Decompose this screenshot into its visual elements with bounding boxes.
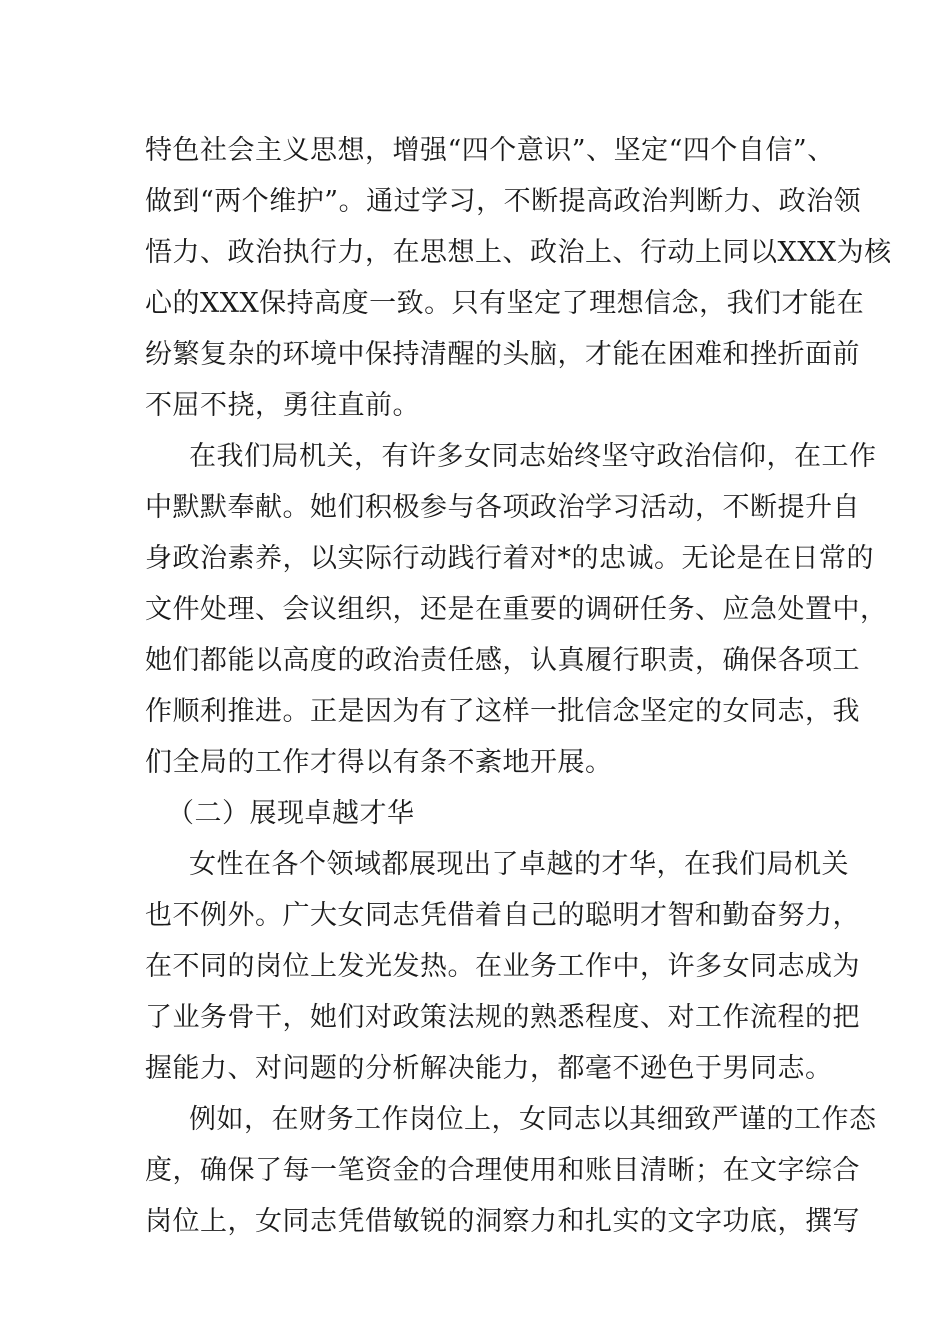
text-line: 岗位上，女同志凭借敏锐的洞察力和扎实的文字功底，撰写 xyxy=(145,1206,860,1237)
text-line: 了业务骨干，她们对政策法规的熟悉程度、对工作流程的把 xyxy=(145,1002,860,1033)
text-line: 们全局的工作才得以有条不紊地开展。 xyxy=(145,747,613,778)
text-line: 在我们局机关，有许多女同志始终坚守政治信仰，在工作 xyxy=(189,441,877,472)
section-heading xyxy=(145,788,810,839)
text-line: 度，确保了每一笔资金的合理使用和账目清晰；在文字综合 xyxy=(145,1155,860,1186)
text-line: 悟力、政治执行力，在思想上、政治上、行动上同以XXX为核 xyxy=(145,237,892,268)
text-line: 心的XXX保持高度一致。只有坚定了理想信念，我们才能在 xyxy=(145,288,865,319)
paragraph-2 xyxy=(145,431,888,788)
text-line: 也不例外。广大女同志凭借着自己的聪明才智和勤奋努力， xyxy=(145,900,860,931)
text-line: 特色社会主义思想，增强“四个意识”、坚定“四个自信”、 xyxy=(145,135,835,166)
text-line: 文件处理、会议组织，还是在重要的调研任务、应急处置中， xyxy=(145,594,888,625)
text-line: 例如，在财务工作岗位上，女同志以其细致严谨的工作态 xyxy=(189,1104,877,1135)
paragraph-3 xyxy=(145,839,860,1094)
text-line: 不屈不挠，勇往直前。 xyxy=(145,390,420,421)
text-line: 纷繁复杂的环境中保持清醒的头脑，才能在困难和挫折面前 xyxy=(145,339,860,370)
text-line: 握能力、对问题的分析解决能力，都毫不逊色于男同志。 xyxy=(145,1053,833,1084)
text-line: 身政治素养，以实际行动践行着对*的忠诚。无论是在日常的 xyxy=(145,543,874,574)
text-line: 女性在各个领域都展现出了卓越的才华，在我们局机关 xyxy=(189,849,849,880)
paragraph-4 xyxy=(145,1094,877,1247)
text-line: 做到“两个维护”。通过学习，不断提高政治判断力、政治领 xyxy=(145,186,862,217)
text-line: 作顺利推进。正是因为有了这样一批信念坚定的女同志，我 xyxy=(145,696,860,727)
text-line: 中默默奉献。她们积极参与各项政治学习活动，不断提升自 xyxy=(145,492,860,523)
document-body xyxy=(145,125,892,1247)
heading-text: （二）展现卓越才华 xyxy=(167,798,415,829)
text-line: 她们都能以高度的政治责任感，认真履行职责，确保各项工 xyxy=(145,645,860,676)
paragraph-1 xyxy=(145,125,892,431)
text-line: 在不同的岗位上发光发热。在业务工作中，许多女同志成为 xyxy=(145,951,860,982)
